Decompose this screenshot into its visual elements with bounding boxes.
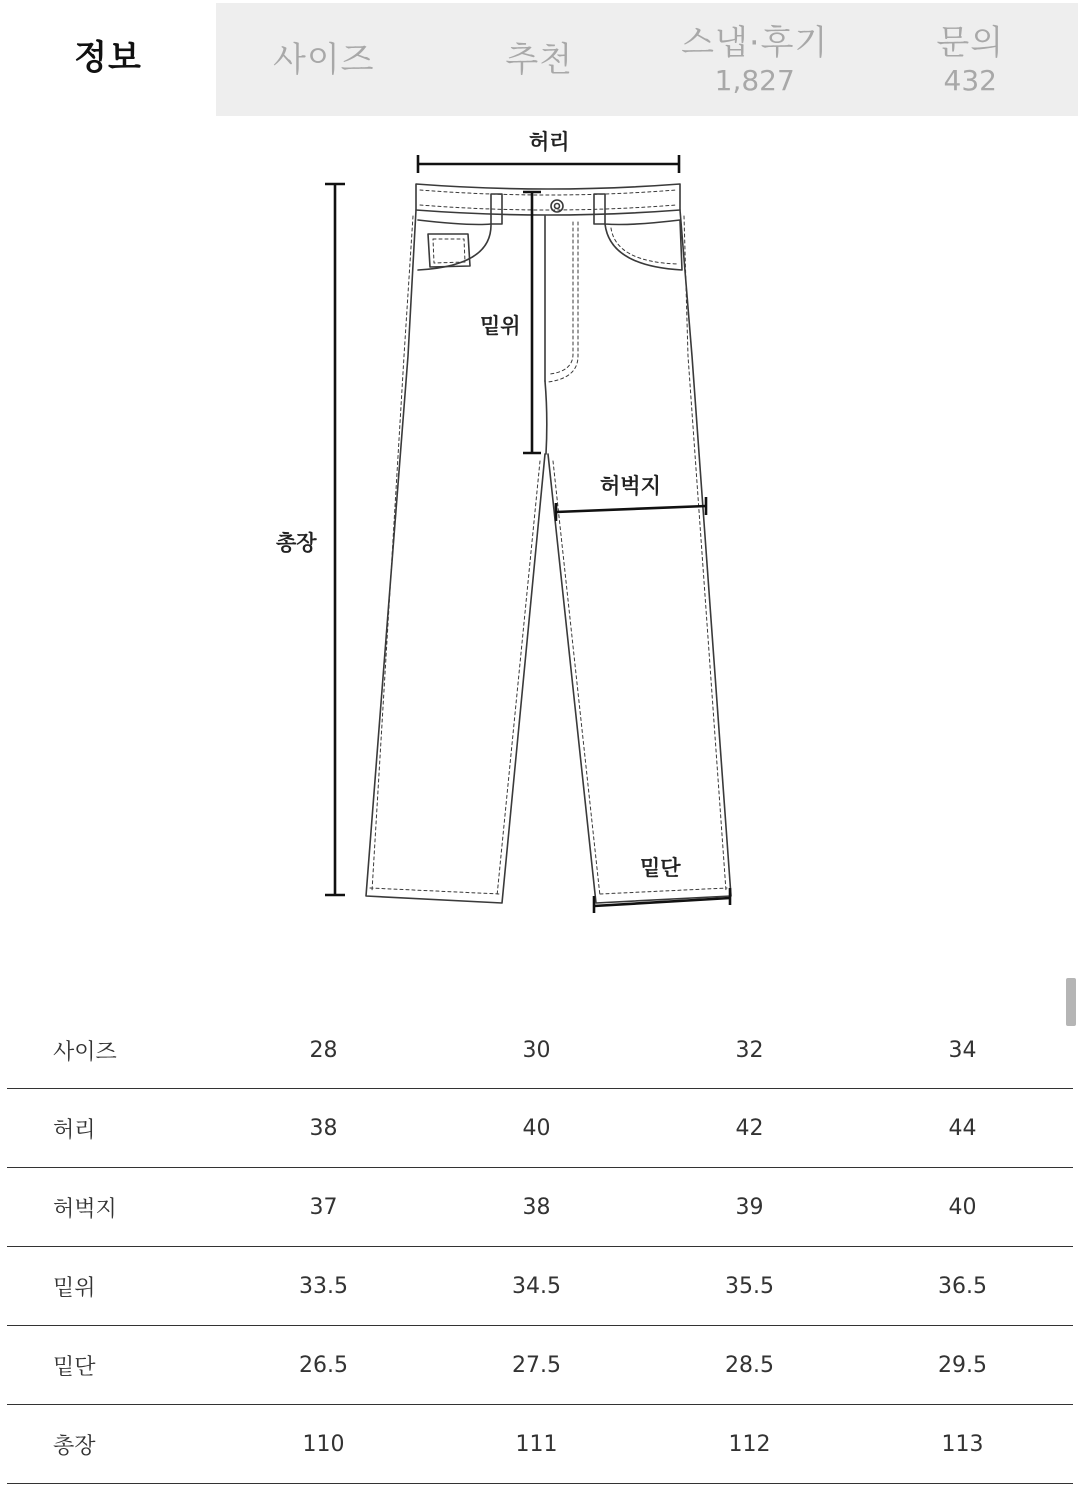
size-table [7, 1012, 1073, 1484]
button-icon [551, 200, 563, 212]
table-cell: 112 [728, 1431, 771, 1457]
size-header-label: 사이즈 [53, 1039, 117, 1065]
table-cell: 38 [522, 1194, 551, 1220]
tab-bar-inactive-group [216, 3, 1078, 116]
table-row-waist [7, 1089, 1073, 1168]
size-header-cell: 32 [735, 1037, 764, 1063]
front-pocket-right [605, 220, 682, 270]
table-cell: 44 [948, 1115, 977, 1141]
right-leg-outline [548, 210, 731, 903]
tab-snap-review[interactable] [647, 3, 863, 116]
table-cell: 29.5 [938, 1352, 987, 1378]
tab-info[interactable] [0, 0, 216, 116]
total-length-label: 총장 [276, 531, 317, 555]
rise-label: 밑위 [480, 314, 521, 338]
tab-size[interactable] [216, 3, 432, 116]
tab-inquiry-count: 432 [943, 63, 997, 97]
table-cell: 37 [309, 1194, 338, 1220]
table-row-thigh [7, 1168, 1073, 1247]
table-cell: 38 [309, 1115, 338, 1141]
table-cell: 113 [941, 1431, 984, 1457]
hem-label: 밑단 [640, 856, 681, 880]
thigh-measure-line [556, 506, 706, 512]
row-label: 밑위 [53, 1275, 96, 1301]
table-cell: 40 [948, 1194, 977, 1220]
row-label: 허리 [53, 1117, 96, 1143]
pants-illustration [0, 116, 1078, 956]
pants-measurement-diagram [0, 116, 1078, 956]
size-header-cell: 28 [309, 1037, 338, 1063]
table-cell: 36.5 [938, 1273, 987, 1299]
tab-size-label: 사이즈 [272, 39, 375, 80]
row-label: 총장 [53, 1433, 96, 1459]
tab-inquiry[interactable] [863, 3, 1078, 116]
table-cell: 111 [515, 1431, 558, 1457]
waist-label: 허리 [529, 130, 570, 154]
table-cell: 39 [735, 1194, 764, 1220]
table-cell: 40 [522, 1115, 551, 1141]
row-label: 밑단 [53, 1354, 96, 1380]
table-row-total-length [7, 1405, 1073, 1484]
table-row-rise [7, 1247, 1073, 1326]
row-label: 허벅지 [53, 1196, 117, 1222]
tab-inquiry-label: 문의 [936, 22, 1005, 63]
tab-recommend[interactable] [432, 3, 648, 116]
tab-recommend-label: 추천 [505, 39, 574, 80]
table-cell: 26.5 [299, 1352, 348, 1378]
table-cell: 110 [302, 1431, 345, 1457]
table-cell: 35.5 [725, 1273, 774, 1299]
tab-snap-review-count: 1,827 [714, 63, 795, 97]
size-table-header-row [7, 1012, 1073, 1089]
tab-snap-review-label: 스냅·후기 [681, 22, 829, 63]
table-row-hem [7, 1326, 1073, 1405]
product-tab-bar [0, 0, 1078, 116]
size-header-cell: 34 [948, 1037, 977, 1063]
size-header-cell: 30 [522, 1037, 551, 1063]
thigh-label: 허벅지 [600, 474, 661, 498]
table-cell: 33.5 [299, 1273, 348, 1299]
table-cell: 42 [735, 1115, 764, 1141]
table-cell: 28.5 [725, 1352, 774, 1378]
table-cell: 34.5 [512, 1273, 561, 1299]
tab-info-label: 정보 [74, 38, 142, 78]
table-cell: 27.5 [512, 1352, 561, 1378]
